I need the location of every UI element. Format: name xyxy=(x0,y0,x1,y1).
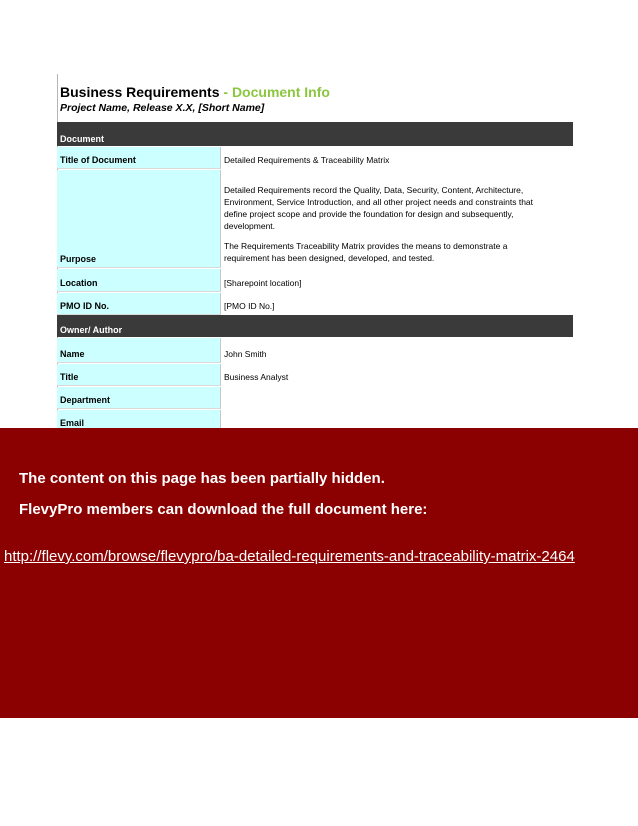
label-cell-name xyxy=(57,338,221,363)
purpose-line-6: requirement has been designed, developed, and tested. xyxy=(224,253,435,263)
label-title-of-document: Title of Document xyxy=(60,155,136,165)
purpose-line-2: Environment, Service Introduction, and all other project needs and constraints that xyxy=(224,197,534,207)
value-cell-title xyxy=(224,364,573,386)
purpose-line-5: The Requirements Traceability Matrix provides the means to demonstrate a xyxy=(224,241,508,251)
value-cell-pmo-id xyxy=(224,293,573,315)
section-label-document: Document xyxy=(60,134,105,144)
label-cell-location xyxy=(57,269,221,292)
label-cell-pmo-id xyxy=(57,293,221,315)
value-location: [Sharepoint location] xyxy=(224,278,302,288)
value-cell-location xyxy=(224,269,573,292)
purpose-line-3: define project scope and provide the foundation for design and subsequently, xyxy=(224,209,514,219)
value-purpose xyxy=(224,184,573,264)
value-title-of-document: Detailed Requirements & Traceability Matrix xyxy=(224,155,390,165)
label-pmo-id: PMO ID No. xyxy=(60,301,109,311)
label-location: Location xyxy=(60,278,98,288)
download-link[interactable]: http://flevy.com/browse/flevypro/ba-detailed-requirements-and-traceability-matrix-2464 xyxy=(4,548,575,565)
value-title: Business Analyst xyxy=(224,372,289,382)
section-label-owner: Owner/ Author xyxy=(60,325,123,335)
label-department: Department xyxy=(60,395,111,405)
purpose-line-4: development. xyxy=(224,221,276,231)
title-main: Business Requirements xyxy=(60,84,220,100)
section-header-document xyxy=(57,122,573,146)
paywall-overlay xyxy=(0,428,638,718)
value-cell-department xyxy=(224,387,573,409)
value-cell-title-of-document xyxy=(224,147,573,169)
label-cell-title-of-document xyxy=(57,147,221,169)
overlay-message-line-1: The content on this page has been partially hidden. xyxy=(19,470,385,487)
document-title xyxy=(60,84,330,100)
purpose-spacer xyxy=(224,232,573,240)
value-pmo-id: [PMO ID No.] xyxy=(224,301,275,311)
label-cell-department xyxy=(57,387,221,409)
document-subtitle: Project Name, Release X.X, [Short Name] xyxy=(60,102,265,114)
purpose-line-1: Detailed Requirements record the Quality, Data, Security, Content, Architecture, xyxy=(224,185,524,195)
label-email: Email xyxy=(60,418,85,428)
label-name: Name xyxy=(60,349,85,359)
label-title: Title xyxy=(60,372,79,382)
label-purpose: Purpose xyxy=(60,254,97,264)
overlay-message-line-2: FlevyPro members can download the full document here: xyxy=(19,501,428,518)
section-header-owner xyxy=(57,315,573,337)
value-name: John Smith xyxy=(224,349,267,359)
label-cell-title xyxy=(57,364,221,386)
label-cell-purpose xyxy=(57,170,221,268)
title-accent: - Document Info xyxy=(219,84,330,100)
value-cell-name xyxy=(224,338,573,363)
